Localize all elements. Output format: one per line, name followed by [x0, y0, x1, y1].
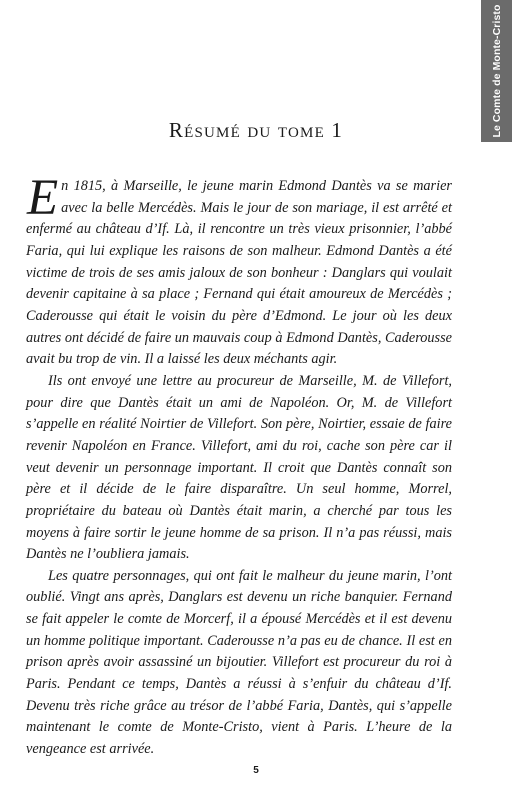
paragraph-2: Ils ont envoyé une lettre au procureur de Marseille, M. de Villefort, pour dire que Dantès était un ami de Napoléon. Or, M. de Villefort s’appelle en réalité Noirtier de Villefort. Son père, Noirtier, essaie de faire revenir Napoléon en France. Villefort, ami du roi, cache son père car il veut devenir un personnage important. Il croit que Dantès connaît son père et il décide de le faire disparaître. Un seul homme, Morrel, propriétaire du bateau où Dantès était marin, a cherché par tous les moyens à faire sortir le jeune homme de sa prison. Il n’a pas réussi, mais Dantès ne l’oubliera jamais.: [26, 372, 452, 563]
chapter-title: Résumé du tome 1: [168, 118, 344, 142]
drop-cap: E: [27, 170, 59, 226]
summary-text: [26, 170, 452, 761]
paragraph-1: [26, 170, 452, 371]
page-number: 5: [253, 765, 259, 776]
paragraph-3: Les quatre personnages, qui ont fait le malheur du jeune marin, l’ont oublié. Vingt ans après, Danglars est devenu un riche banquier. Fernand se fait appeler le comte de Morcerf, il a épousé Mercédès et il est devenu un homme politique important. Caderousse n’a pas eu de chance. Il est en prison après avoir assassiné un bijoutier. Villefort est procureur du roi à Paris. Pendant ce temps, Dantès a réussi à s’enfuir du château d’If. Devenu très riche grâce au trésor de l’abbé Faria, Dantès, qui s’appelle maintenant le comte de Monte-Cristo, vient à Paris. L’heure de la vengeance est arrivée.: [26, 567, 452, 758]
book-title-tab-label: Le Comte de Monte-Cristo: [490, 4, 503, 138]
paragraph-1-text: n 1815, à Marseille, le jeune marin Edmond Dantès va se marier avec la belle Mercédès. Mais le jour de son mariage, il est arrêté et enfermé au château d’If. Là, il rencontre un très vieux prisonnier, l’abbé Faria, qui lui explique les raisons de son malheur. Edmond Dantès a été victime de trois de ses amis jaloux de son bonheur : Danglars qui voulait devenir capitaine à sa place ; Fernand qui était amoureux de Mercédès ; Caderousse qui était le voisin du père d’Edmond. Le jour où les deux autres ont décidé de faire un mauvais coup à Edmond Dantès, Caderousse avait bu trop de vin. Il a laissé les deux méchants agir.: [26, 178, 452, 368]
